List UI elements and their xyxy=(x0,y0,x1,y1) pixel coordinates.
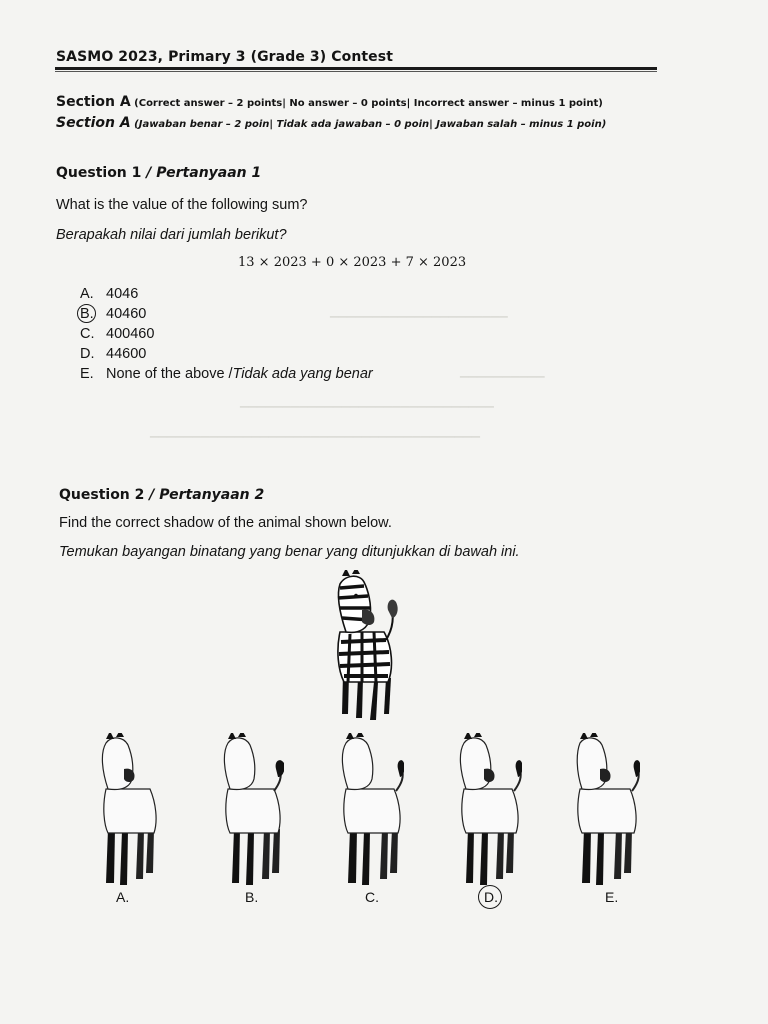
question-label: Question 1 xyxy=(56,165,142,181)
section-label: Section A xyxy=(56,94,131,110)
shadow-option-c-icon[interactable] xyxy=(340,733,404,888)
option-e[interactable] xyxy=(80,364,373,384)
bleed-through-text: ▁▁▁▁▁▁▁▁▁▁▁▁▁▁▁▁▁▁▁▁▁▁▁▁▁▁▁▁▁▁ xyxy=(240,396,494,408)
shadow-label-a: A. xyxy=(116,889,130,905)
option-text: 4046 xyxy=(106,286,139,302)
shadow-option-a-icon[interactable] xyxy=(96,733,160,888)
shadow-label-d-circled: D. xyxy=(484,889,498,905)
section-label: Section A xyxy=(56,115,131,131)
question-1-text: What is the value of the following sum? xyxy=(56,197,308,213)
option-d[interactable] xyxy=(80,344,373,364)
bleed-through-text: ▁▁▁▁▁▁▁▁▁▁ xyxy=(460,366,545,378)
contest-title: SASMO 2023, Primary 3 (Grade 3) Contest xyxy=(56,49,394,65)
math-expression: 13 × 2023 + 0 × 2023 + 7 × 2023 xyxy=(238,255,467,270)
question-2-text: Find the correct shadow of the animal shown below. xyxy=(59,515,392,531)
option-letter-circled: B. xyxy=(80,306,106,322)
section-rules-english xyxy=(56,94,603,110)
shadow-label-b: B. xyxy=(245,889,259,905)
option-text: 400460 xyxy=(106,326,155,342)
option-letter: D. xyxy=(80,346,95,362)
zebra-icon xyxy=(326,570,402,722)
section-rules: (Correct answer – 2 points| No answer – 0 points| Incorrect answer – minus 1 point) xyxy=(134,98,603,109)
shadow-label-c: C. xyxy=(365,889,379,905)
option-text: None of the above / xyxy=(106,366,233,382)
question-label: Question 2 xyxy=(59,487,145,503)
section-rules-indonesian xyxy=(56,115,606,131)
bleed-through-text: ▁▁▁▁▁▁▁▁▁▁▁▁▁▁▁▁▁▁▁▁▁ xyxy=(330,306,508,318)
heading-separator: / xyxy=(141,165,157,181)
question-2-text-indonesian: Temukan bayangan binatang yang benar yang ditunjukkan di bawah ini. xyxy=(59,544,520,560)
shadow-option-e-icon[interactable] xyxy=(576,733,640,888)
question-2-heading xyxy=(59,487,264,503)
option-a[interactable] xyxy=(80,284,373,304)
section-rules: (Jawaban benar – 2 poin| Tidak ada jawaban – 0 poin| Jawaban salah – minus 1 poin) xyxy=(134,119,607,130)
option-letter: A. xyxy=(80,286,94,302)
option-text: 44600 xyxy=(106,346,147,362)
option-letter: C. xyxy=(80,326,95,342)
question-1-text-indonesian: Berapakah nilai dari jumlah berikut? xyxy=(56,227,287,243)
shadow-label-e: E. xyxy=(605,889,619,905)
option-letter: E. xyxy=(80,366,94,382)
question-1-heading xyxy=(56,165,261,181)
shadow-option-b-icon[interactable] xyxy=(220,733,284,888)
shadow-option-d-icon[interactable] xyxy=(458,733,522,888)
bleed-through-text: ▁▁▁▁▁▁▁▁▁▁▁▁▁▁▁▁▁▁▁▁▁▁▁▁▁▁▁▁▁▁▁▁▁▁▁▁▁▁▁ xyxy=(150,426,480,438)
question-label-indonesian: Pertanyaan 2 xyxy=(159,487,265,503)
header-divider-thin xyxy=(55,71,657,72)
option-c[interactable] xyxy=(80,324,373,344)
header-divider xyxy=(55,67,657,70)
answer-options xyxy=(80,284,373,384)
option-text: 40460 xyxy=(106,306,147,322)
option-text-indonesian: Tidak ada yang benar xyxy=(232,366,373,382)
heading-separator: / xyxy=(144,487,160,503)
question-label-indonesian: Pertanyaan 1 xyxy=(156,165,262,181)
option-b[interactable] xyxy=(80,304,373,324)
